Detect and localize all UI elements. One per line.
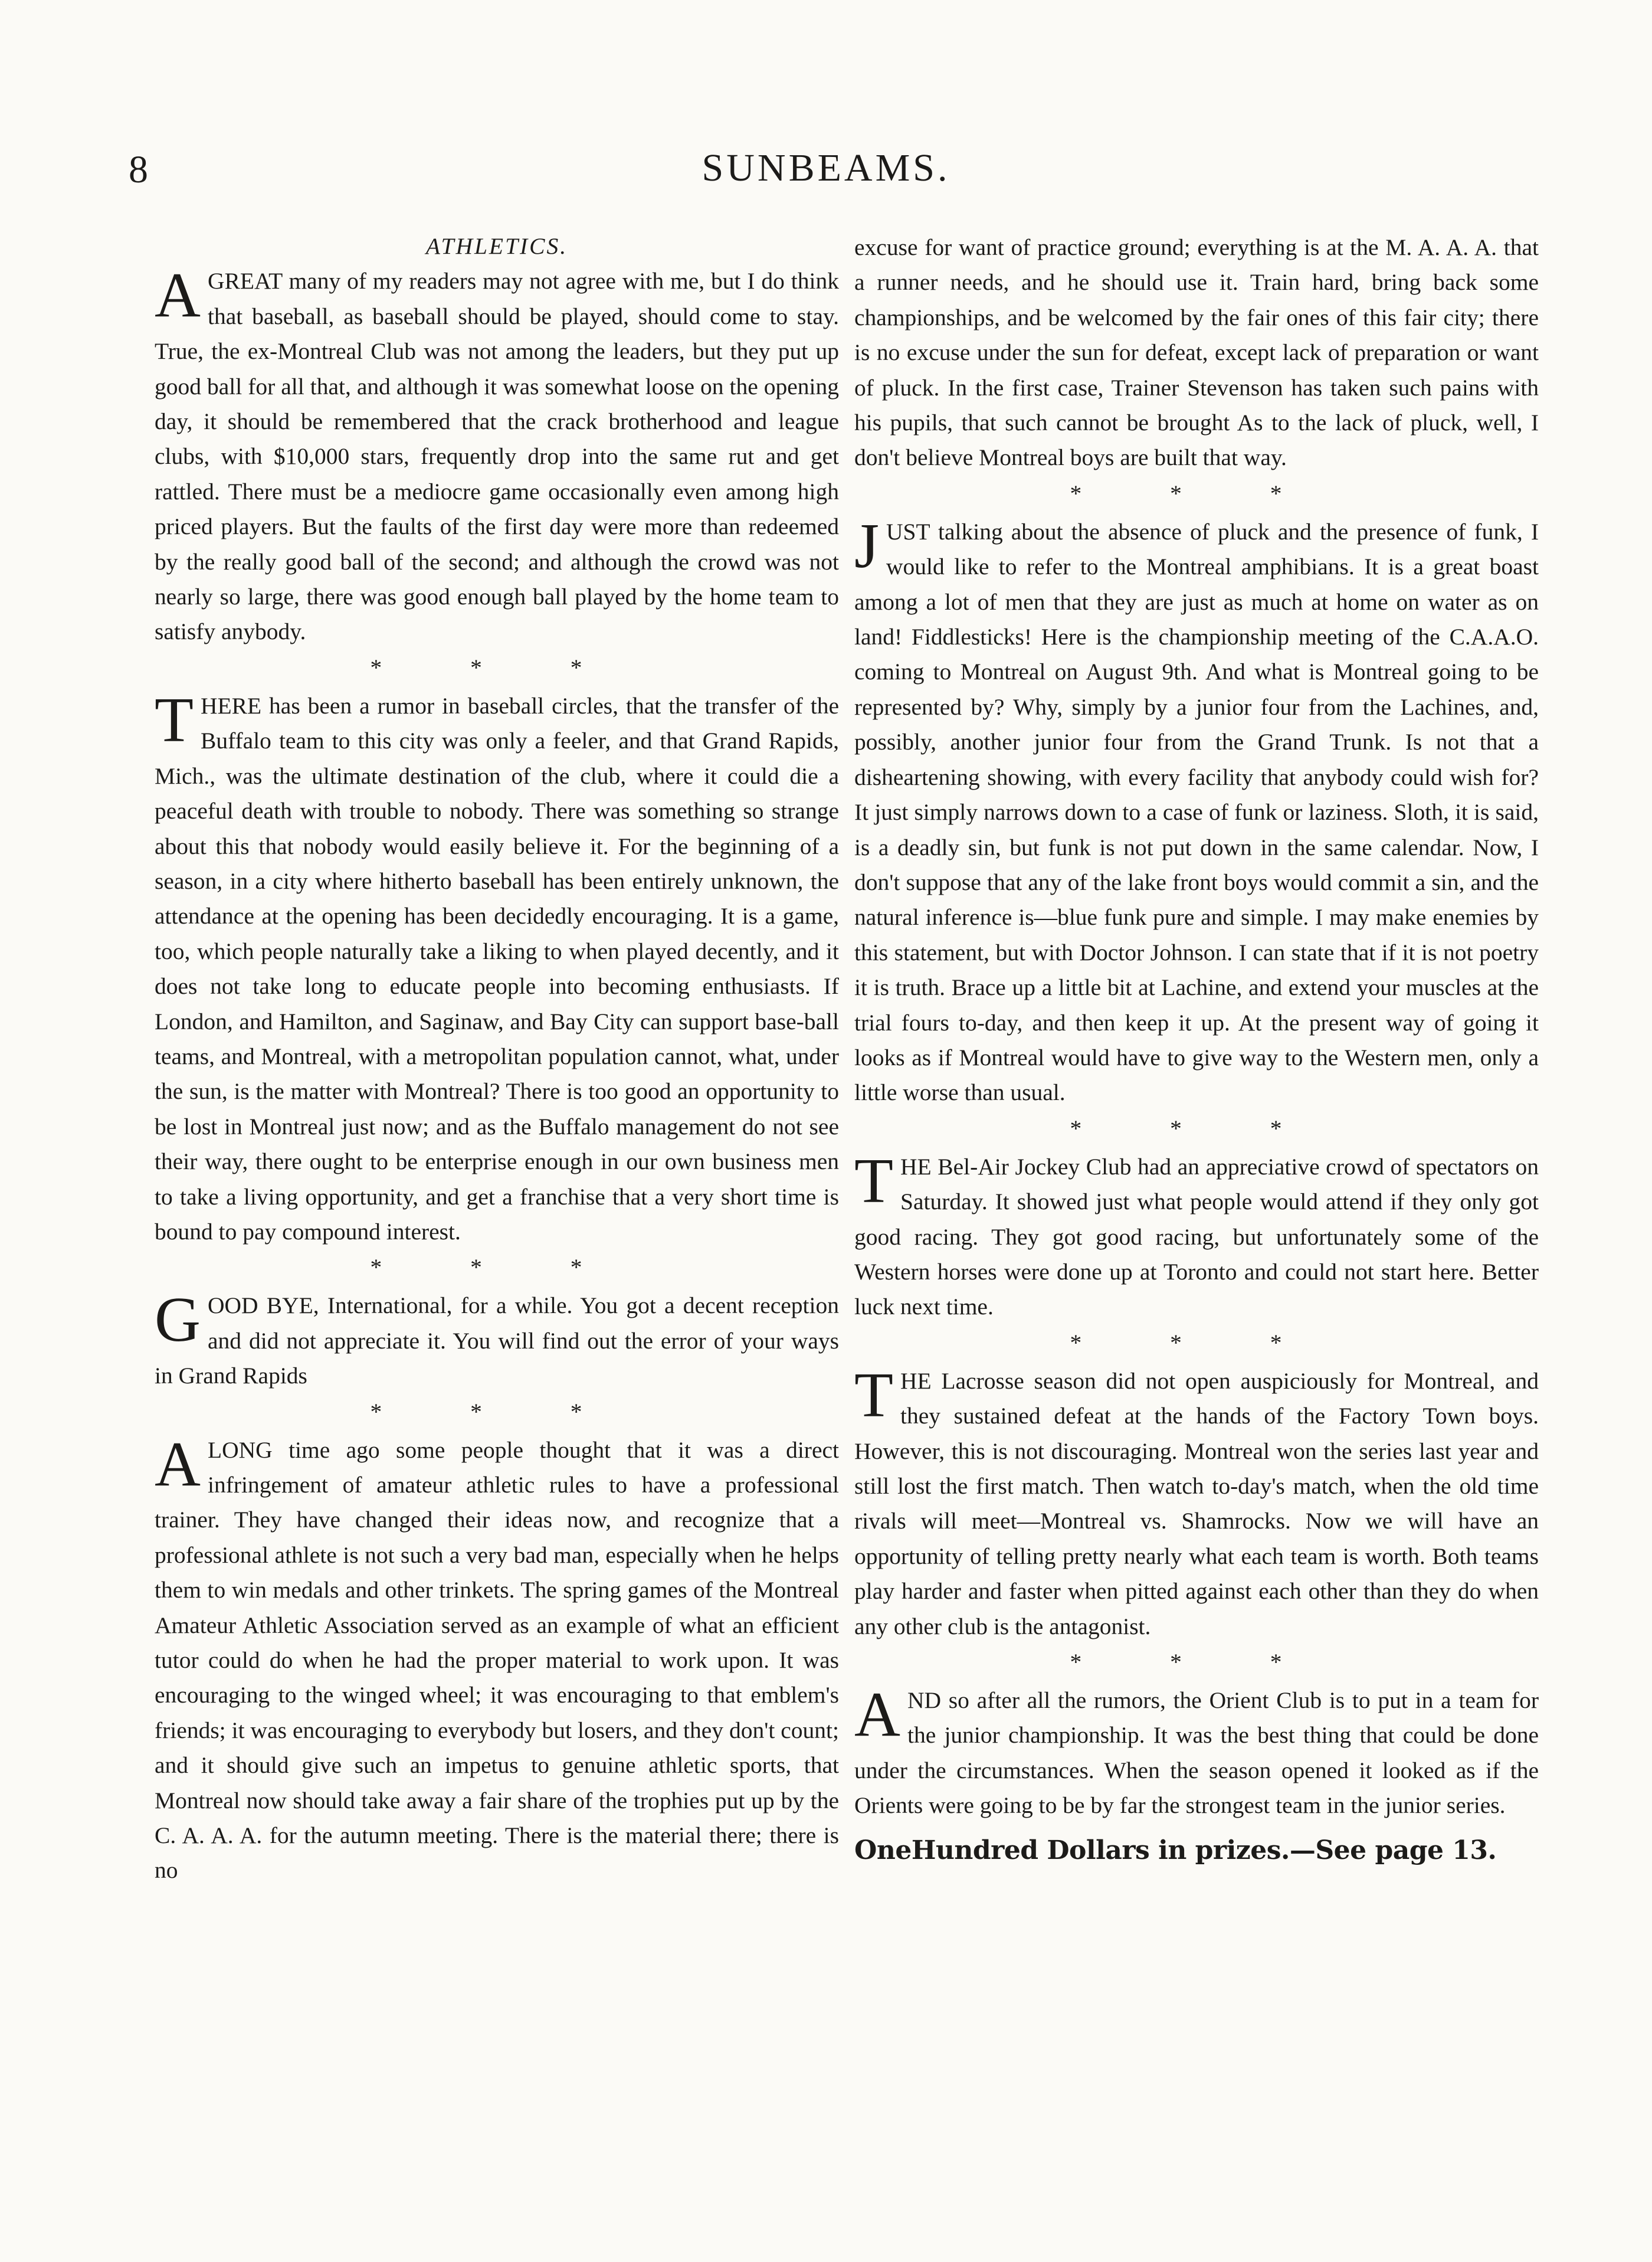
section-title: ATHLETICS.	[425, 233, 568, 259]
article-good-bye-international: GOOD BYE, International, for a while. You got a decent reception and did not appreciate it. You will find out the error of your ways in Grand Rapids	[155, 1285, 839, 1389]
section-divider: * * *	[1070, 1329, 1323, 1356]
article-orient-club: AND so after all the rumors, the Orient Club is to put in a team for the junior championship. It was the best thing that could be done under the circumstances. When the season opened it looked as if the Orients were going to be by far the strongest team in the junior series.	[854, 1680, 1539, 1819]
masthead: SUNBEAMS.	[702, 146, 950, 189]
section-divider: * * *	[1070, 480, 1323, 506]
section-divider: * * *	[1070, 1115, 1323, 1141]
section-divider: * * *	[370, 654, 624, 680]
prize-banner: OneHundred Dollars in prizes.—See page 13.	[854, 1835, 1497, 1865]
page-number: 8	[129, 148, 148, 191]
article-montreal-amphibians: JUST talking about the absence of pluck and the presence of funk, I would like to refer to the Montreal amphibians. It is a great boast among a lot of men that they are just as much at home on water as on land! Fiddlesticks! Here is the championship meeting of the C.A.A.O. coming to Montreal on August 9th. And what is Montreal going to be represented by? Why, simply by a junior four from the Lachines, and, possibly, another junior four from the Grand Trunk. Is not that a disheartening showing, with every facility that anybody could wish for? It just simply narrows down to a case of funk or laziness. Sloth, it is said, is a deadly sin, but funk is not put down in the same calendar. Now, I don't suppose that any of the lake front boys would commit a sin, and the natural inference is—blue funk pure and simple. I may make enemies by this statement, but with Doctor Johnson. I can state that if it is not poetry it is truth. Brace up a little bit at Lachine, and extend your muscles at the trial fours to-day, and then keep it up. At the present way of going it looks as if Montreal would have to give way to the Western men, only a little worse than usual.	[854, 510, 1539, 1106]
right-column	[854, 230, 1539, 1870]
article-trainer-continuation: excuse for want of practice ground; everything is at the M. A. A. A. that a runner needs, and he should use it. Train hard, bring back some championships, and be welcomed by the fair ones of this fair city; there is no excuse under the sun for defeat, except lack of preparation or want of pluck. In the first case, Trainer Stevenson has taken such pains with his pupils, that such cannot be brought As to the lack of pluck, well, I don't believe Montreal boys are built that way.	[854, 234, 1539, 471]
section-divider: * * *	[370, 1254, 624, 1281]
section-divider: * * *	[1070, 1649, 1323, 1675]
article-buffalo-transfer: THERE has been a rumor in baseball circles, that the transfer of the Buffalo team to this city was only a feeler, and that Grand Rapids, Mich., was the ultimate destination of the club, where it could die a peaceful death with trouble to nobody. There was something so strange about this that nobody would easily believe it. For the beginning of a season, in a city where hitherto baseball has been entirely unknown, the attendance at the opening has been decidedly encouraging. It is a game, too, which people naturally take a liking to when played decently, and it does not take long to educate people into becoming enthusiasts. If London, and Hamilton, and Saginaw, and Bay City can support base-ball teams, and Montreal, with a metropolitan population cannot, what, under the sun, is the matter with Montreal? There is too good an opportunity to be lost in Montreal just now; and as the Buffalo management do not see their way, there ought to be enterprise enough in our own business men to take a living opportunity, and get a franchise that a very short time is bound to pay compound interest.	[155, 685, 839, 1245]
article-lacrosse-season: THE Lacrosse season did not open auspiciously for Montreal, and they sustained defeat at the hands of the Factory Town boys. However, this is not discouraging. Montreal won the series last year and still lost the first match. Then watch to-day's match, when the old time rivals will meet—Montreal vs. Shamrocks. Now we will have an opportunity of telling pretty nearly what each team is worth. Both teams play harder and faster when pitted against each other than they do when any other club is the antagonist.	[854, 1360, 1539, 1639]
article-bel-air-jockey-club: THE Bel-Air Jockey Club had an appreciative crowd of spectators on Saturday. It showed just what people would attend if they only got good racing. They got good racing, but unfortunately some of the Western horses were done up at Toronto and could not start here. Better luck next time.	[854, 1145, 1539, 1320]
section-divider: * * *	[370, 1398, 624, 1425]
article-professional-trainer: ALONG time ago some people thought that it was a direct infringement of amateur athletic rules to have a professional trainer. They have changed their ideas now, and recognize that a professional athlete is not such a very bad man, especially when he helps them to win medals and other trinkets. The spring games of the Montreal Amateur Athletic Association served as an example of what an efficient tutor could do when he had the proper material to work upon. It was encouraging to the winged wheel; it was encouraging to that emblem's friends; it was encouraging to everybody but losers, and they don't count; and it should give such an impetus to genuine athletic sports, that Montreal now should take away a fair share of the trophies put up by the C. A. A. A. for the autumn meeting. There is the material there; there is no	[155, 1429, 839, 1884]
article-baseball-intro: AGREAT many of my readers may not agree with me, but I do think that baseball, as baseball should be played, should come to stay. True, the ex-Montreal Club was not among the leaders, but they put up good ball for all that, and although it was somewhat loose on the opening day, it should be remembered that the crack brotherhood and league clubs, with $10,000 stars, frequently drop into the same rut and get rattled. There must be a mediocre game occasionally even among high priced players. But the faults of the first day were more than redeemed by the really good ball of the second; and although the crowd was not nearly so large, there was good enough ball played by the home team to satisfy anybody.	[155, 260, 839, 645]
left-column	[155, 229, 839, 1888]
